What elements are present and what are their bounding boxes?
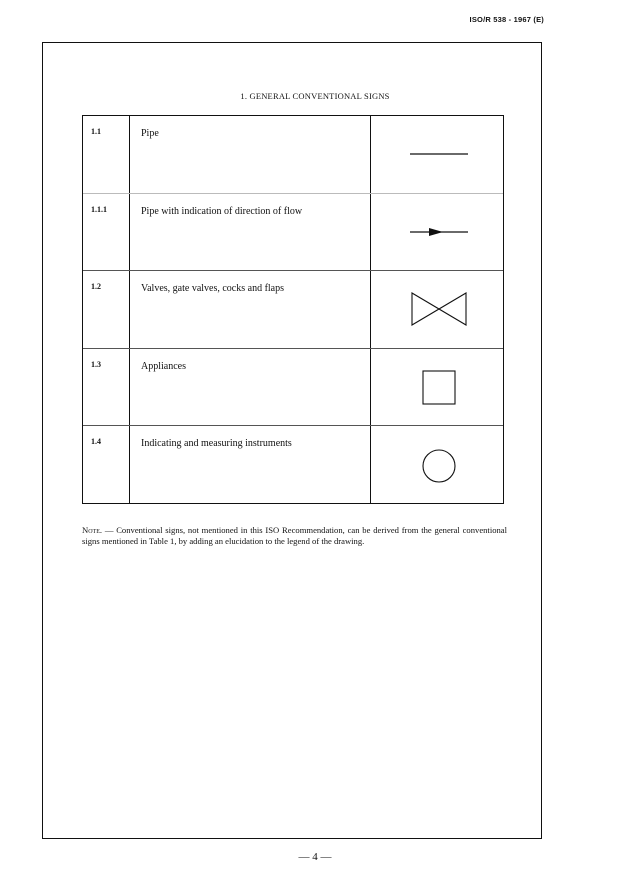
row-description: Pipe with indication of direction of flow (141, 205, 303, 217)
table-row (83, 116, 503, 194)
note-text: — Conventional signs, not mentioned in this ISO Recommendation, can be derived from the general conventional signs mentioned in Table 1, by adding an elucidation to the legend of the drawing. (82, 525, 507, 546)
page-number: — 4 — (298, 851, 332, 863)
instrument-circle-icon (371, 426, 503, 503)
row-description: Indicating and measuring instruments (141, 438, 292, 449)
document-reference: ISO/R 538 - 1967 (E) (469, 15, 544, 24)
pipe-line-icon (371, 116, 503, 193)
table-row (83, 426, 503, 504)
appliance-square-icon (371, 349, 503, 426)
row-number: 1.1.1 (91, 204, 107, 214)
valve-bowtie-icon (371, 271, 503, 348)
row-number: 1.1 (91, 127, 101, 136)
row-description: Valves, gate valves, cocks and flaps (141, 283, 285, 294)
table-row (83, 194, 503, 272)
row-number: 1.2 (91, 282, 101, 291)
row-description: Pipe (141, 128, 159, 139)
note-label: Note. (82, 525, 103, 535)
table-note (82, 525, 507, 547)
row-description: Appliances (141, 360, 186, 372)
conventional-signs-table (82, 115, 504, 504)
row-number: 1.4 (91, 437, 101, 446)
table-row (83, 349, 503, 427)
table-row (83, 271, 503, 349)
section-title: 1. GENERAL CONVENTIONAL SIGNS (240, 91, 390, 101)
flow-arrow-icon (371, 194, 503, 271)
row-number: 1.3 (91, 359, 101, 369)
